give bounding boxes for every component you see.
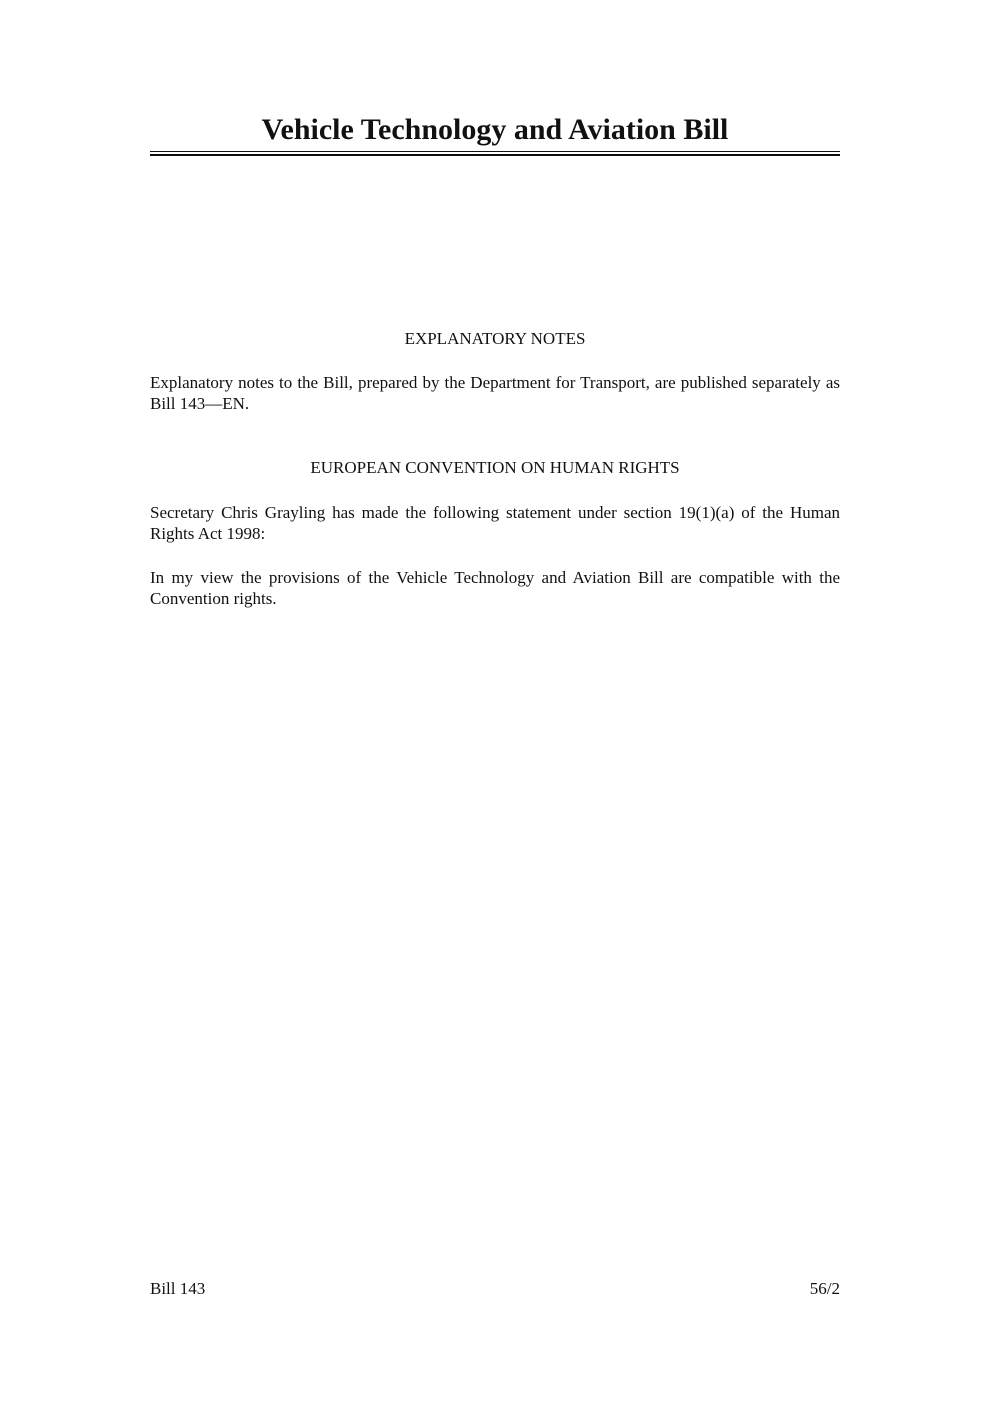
echr-statement-paragraph: Secretary Chris Grayling has made the following statement under section 19(1)(a) of the Human Rights Act 1998: bbox=[150, 503, 840, 543]
footer-bill-number: Bill 143 bbox=[150, 1279, 206, 1298]
title-rule-thin bbox=[150, 151, 840, 152]
footer-page-ref: 56/2 bbox=[809, 1279, 840, 1298]
section-heading-echr: EUROPEAN CONVENTION ON HUMAN RIGHTS bbox=[310, 458, 680, 477]
title-rule-thick bbox=[150, 154, 840, 156]
section-heading-explanatory-notes: EXPLANATORY NOTES bbox=[404, 329, 586, 348]
echr-compatibility-paragraph: In my view the provisions of the Vehicle Technology and Aviation Bill are compatible with the Convention rights. bbox=[150, 568, 840, 608]
document-title: Vehicle Technology and Aviation Bill bbox=[261, 113, 729, 146]
explanatory-notes-paragraph: Explanatory notes to the Bill, prepared by the Department for Transport, are published separately as Bill 143—EN. bbox=[150, 373, 840, 413]
